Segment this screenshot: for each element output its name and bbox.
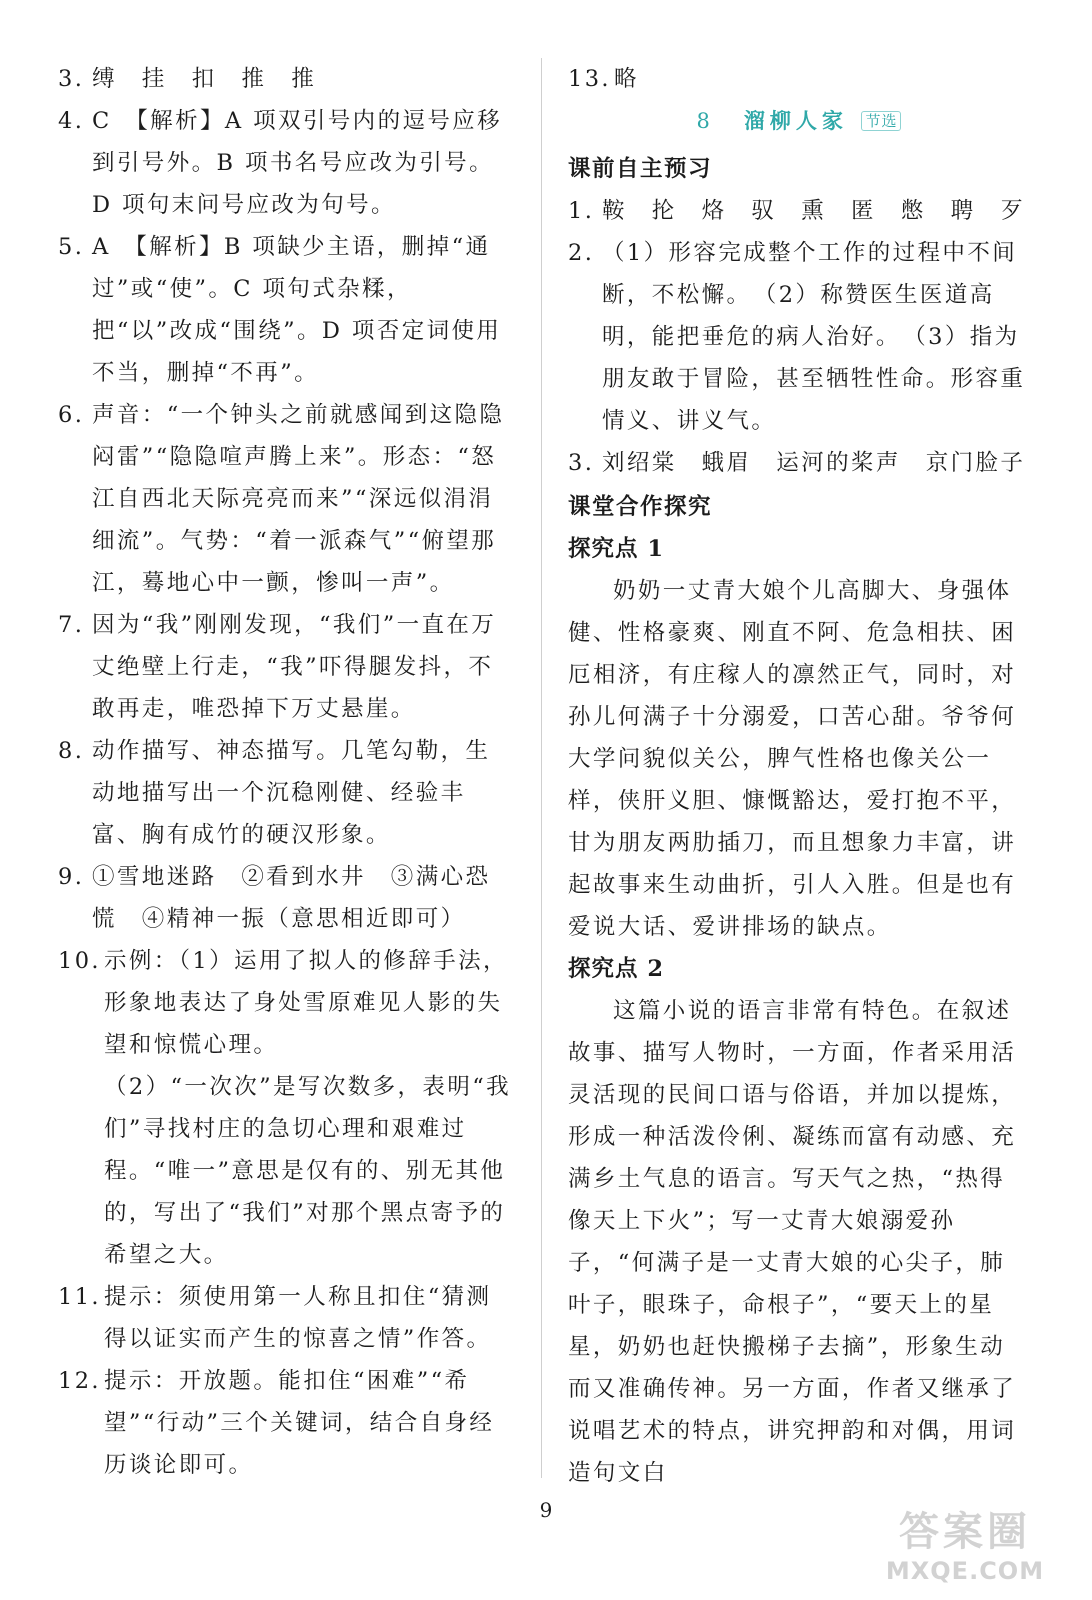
answer-item-7 <box>58 604 513 730</box>
answer-item-9 <box>58 856 513 940</box>
watermark-logo <box>860 1508 1070 1594</box>
item-text: 缚 挂 扣 推 推 <box>92 66 317 92</box>
answer-item-8 <box>58 730 513 856</box>
item-number: 8. <box>58 738 85 764</box>
column-divider <box>541 58 542 1478</box>
item-text: 因为“我”刚刚发现，“我们”一直在万丈绝壁上行走，“我”吓得腿发抖，不敢再走，唯恐掉下万丈悬崖。 <box>92 612 497 722</box>
lesson-title: 溜柳人家 <box>743 108 848 133</box>
item-text: C 【解析】A 项双引号内的逗号应移到引号外。B 项书名号应改为引号。D 项句末问号应改为句号。 <box>92 108 503 218</box>
lesson-number: 8 <box>696 109 713 133</box>
explore-point-2-heading: 探究点 2 <box>568 956 664 982</box>
item-number: 3. <box>58 66 85 92</box>
preview-item-2 <box>568 232 1030 442</box>
right-column <box>568 58 1030 1494</box>
item-number: 12. <box>58 1368 101 1394</box>
answer-item-12 <box>58 1360 513 1486</box>
lesson-title-row <box>568 100 1030 146</box>
answer-item-4 <box>58 100 513 226</box>
item-number: 13. <box>568 66 611 92</box>
item-number: 4. <box>58 108 85 134</box>
item-number: 2. <box>568 240 595 266</box>
item-text: 动作描写、神态描写。几笔勾勒，生动地描写出一个沉稳刚健、经验丰富、胸有成竹的硬汉形象。 <box>92 738 491 848</box>
item-text: 声音：“一个钟头之前就感闻到这隐隐闷雷”“隐隐喧声腾上来”。形态：“怒江自西北天际亮亮而来”“深远似涓涓细流”。气势：“着一派森气”“俯望那江，蓦地心中一颤，惨叫一声”。 <box>92 402 505 596</box>
item-text: 示例：（1）运用了拟人的修辞手法，形象地表达了身处雪原难见人影的失望和惊慌心理。 <box>104 948 508 1058</box>
item-number: 11. <box>58 1284 101 1310</box>
item-text: 鞍 抡 烙 驭 熏 匿 憋 聘 歹 <box>602 198 1026 224</box>
item-text: 提示：开放题。能扣住“困难”“希望”“行动”三个关键词，结合自身经历谈论即可。 <box>104 1368 495 1478</box>
answer-item-11 <box>58 1276 513 1360</box>
item-text: A 【解析】B 项缺少主语，删掉“通过”或“使”。C 项句式杂糅，把“以”改成“围绕”。D 项否定词使用不当，删掉“不再”。 <box>92 234 502 386</box>
item-number: 10. <box>58 948 101 974</box>
page-number: 9 <box>539 1498 553 1522</box>
item-number: 3. <box>568 450 595 476</box>
item-number: 7. <box>58 612 85 638</box>
answer-item-5 <box>58 226 513 394</box>
lesson-tag: 节选 <box>861 111 901 131</box>
item-text: ①雪地迷路 ②看到水井 ③满心恐慌 ④精神一振（意思相近即可） <box>92 864 491 932</box>
watermark-url: MXQE.COM <box>885 1557 1045 1585</box>
answer-item-10 <box>58 940 513 1276</box>
section-heading-preview: 课前自主预习 <box>568 156 713 182</box>
left-column <box>58 58 513 1486</box>
item-number: 9. <box>58 864 85 890</box>
answer-item-6 <box>58 394 513 604</box>
item-number: 6. <box>58 402 85 428</box>
section-heading-explore: 课堂合作探究 <box>568 494 713 520</box>
explore-point-2-text: 这篇小说的语言非常有特色。在叙述故事、描写人物时，一方面，作者采用活灵活现的民间口语与俗语，并加以提炼，形成一种活泼伶俐、凝练而富有动感、充满乡土气息的语言。写天气之热，“热得像天上下火”；写一丈青大娘溺爱孙子，“何满子是一丈青大娘的心尖子，肺叶子，眼珠子，命根子”，“要天上的星星，奶奶也赶快搬梯子去摘”，形象生动而又准确传神。另一方面，作者又继承了说唱艺术的特点，讲究押韵和对偶，用词造句文白 <box>568 998 1017 1486</box>
explore-point-1-heading: 探究点 1 <box>568 536 664 562</box>
explore-point-1-text: 奶奶一丈青大娘个儿高脚大、身强体健、性格豪爽、刚直不阿、危急相扶、困厄相济，有庄稼人的凛然正气，同时，对孙儿何满子十分溺爱，口苦心甜。爷爷何大学问貌似关公，脾气性格也像关公一样，侠肝义胆、慷慨豁达，爱打抱不平，甘为朋友两肋插刀，而且想象力丰富，讲起故事来生动曲折，引人入胜。但是也有爱说大话、爱讲排场的缺点。 <box>568 578 1017 940</box>
item-number: 5. <box>58 234 85 260</box>
item-text: 略 <box>614 66 639 92</box>
answer-item-3 <box>58 58 513 100</box>
item-text: （1）形容完成整个工作的过程中不间断，不松懈。 （2）称赞医生医道高明，能把垂危的病人治好。 （3）指为朋友敢于冒险，甚至牺牲性命。形容重情义、讲义气。 <box>602 240 1026 434</box>
item-text: 提示：须使用第一人称且扣住“猜测得以证实而产生的惊喜之情”作答。 <box>104 1284 492 1352</box>
item-number: 1. <box>568 198 595 224</box>
watermark-logo-text: 答案圈 <box>899 1508 1031 1555</box>
answer-item-13 <box>568 58 1030 100</box>
preview-item-1 <box>568 190 1030 232</box>
item-text: 刘绍棠 蛾眉 运河的桨声 京门脸子 <box>602 450 1026 476</box>
item-subtext: （2）“一次次”是写次数多，表明“我们”寻找村庄的急切心理和艰难过程。“唯一”意思是仅有的、别无其他的，写出了“我们”对那个黑点寄予的希望之大。 <box>104 1074 512 1268</box>
preview-item-3 <box>568 442 1030 484</box>
